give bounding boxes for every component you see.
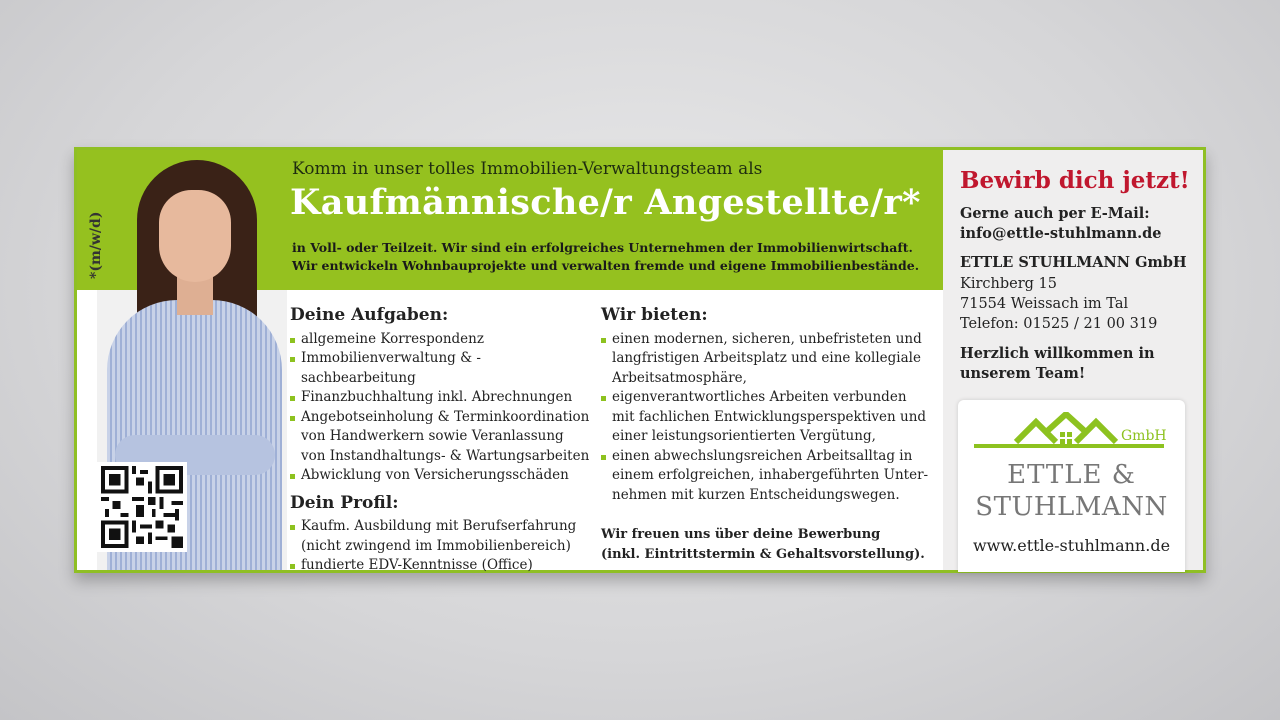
street: Kirchberg 15 (960, 276, 1057, 292)
tasks-heading: Deine Aufgaben: (290, 305, 449, 325)
list-item: einen modernen, sicheren, unbefristeten und langfristigen Arbeitsplatz und eine kollegiale Arbeitsatmosphäre, (601, 330, 931, 389)
logo-line-1: ETTLE & (1007, 460, 1136, 490)
email-link[interactable]: info@ettle-stuhlmann.de (960, 225, 1162, 242)
offer-list (601, 330, 931, 506)
company-logo (958, 400, 1185, 572)
address-block (960, 274, 1157, 334)
apply-heading: Bewirb dich jetzt! (960, 167, 1190, 194)
list-item: fundierte EDV-Kenntnisse (Office) (290, 556, 590, 576)
company-name: ETTLE STUHLMANN GmbH (960, 254, 1187, 271)
closing-text: Wir freuen uns über deine Bewerbung (inkl. Eintrittstermin & Gehaltsvorstellung). (601, 527, 925, 562)
list-item: einen abwechslungsreichen Arbeitsalltag in einem erfolgreichen, inhabergeführten Unter-nehmen mit kurzen Entscheidungswegen. (601, 447, 931, 506)
city: 71554 Weissach im Tal (960, 296, 1129, 312)
gender-note: *(m/w/d) (88, 211, 104, 279)
qr-code-icon (101, 466, 183, 548)
list-item: Finanzbuchhaltung inkl. Abrechnungen (290, 388, 590, 408)
list-item: allgemeine Korrespondenz (290, 330, 590, 350)
logo-gmbh: GmbH (1121, 428, 1167, 444)
profile-heading: Dein Profil: (290, 492, 399, 513)
intro-text: Komm in unser tolles Immobilien-Verwaltungsteam als (292, 159, 763, 179)
email-label: Gerne auch per E-Mail: (960, 205, 1150, 222)
list-item: Kaufm. Ausbildung mit Berufserfahrung (nicht zwingend im Immobilienbereich) (290, 517, 590, 556)
phone[interactable]: Telefon: 01525 / 21 00 319 (960, 316, 1158, 332)
profile-list (290, 517, 590, 576)
company-description: in Voll- oder Teilzeit. Wir sind ein erfolgreiches Unternehmen der Immobilienwirtschaft. Wir entwickeln Wohnbauprojekte und verwalten fremde und eigene Immobilienbestände. (292, 240, 920, 273)
list-item: Abwicklung von Versicherungsschäden (290, 466, 590, 486)
job-ad (74, 147, 1206, 573)
list-item: Angebotseinholung & Terminkoordination von Handwerkern sowie Veranlassung von Instandhaltungs- & Wartungsarbeiten (290, 408, 590, 467)
contact-panel (943, 150, 1203, 570)
job-title: Kaufmännische/r Angestellte/r* (290, 182, 921, 223)
welcome-text: Herzlich willkommen in unserem Team! (960, 345, 1155, 382)
qr-code[interactable] (97, 462, 187, 552)
list-item: Immobilienverwaltung & -sachbearbeitung (290, 349, 590, 388)
offer-heading: Wir bieten: (601, 305, 708, 325)
list-item: eigenverantwortliches Arbeiten verbunden mit fachlichen Entwicklungsperspektiven und einer leistungsorientierten Vergütung, (601, 388, 931, 447)
tasks-profile-column (290, 306, 590, 576)
tasks-list (290, 330, 590, 486)
logo-line-2: STUHLMANN (975, 492, 1168, 522)
ad-main-panel (77, 150, 943, 573)
offer-column (601, 306, 931, 565)
website-link[interactable]: www.ettle-stuhlmann.de (972, 536, 1171, 555)
